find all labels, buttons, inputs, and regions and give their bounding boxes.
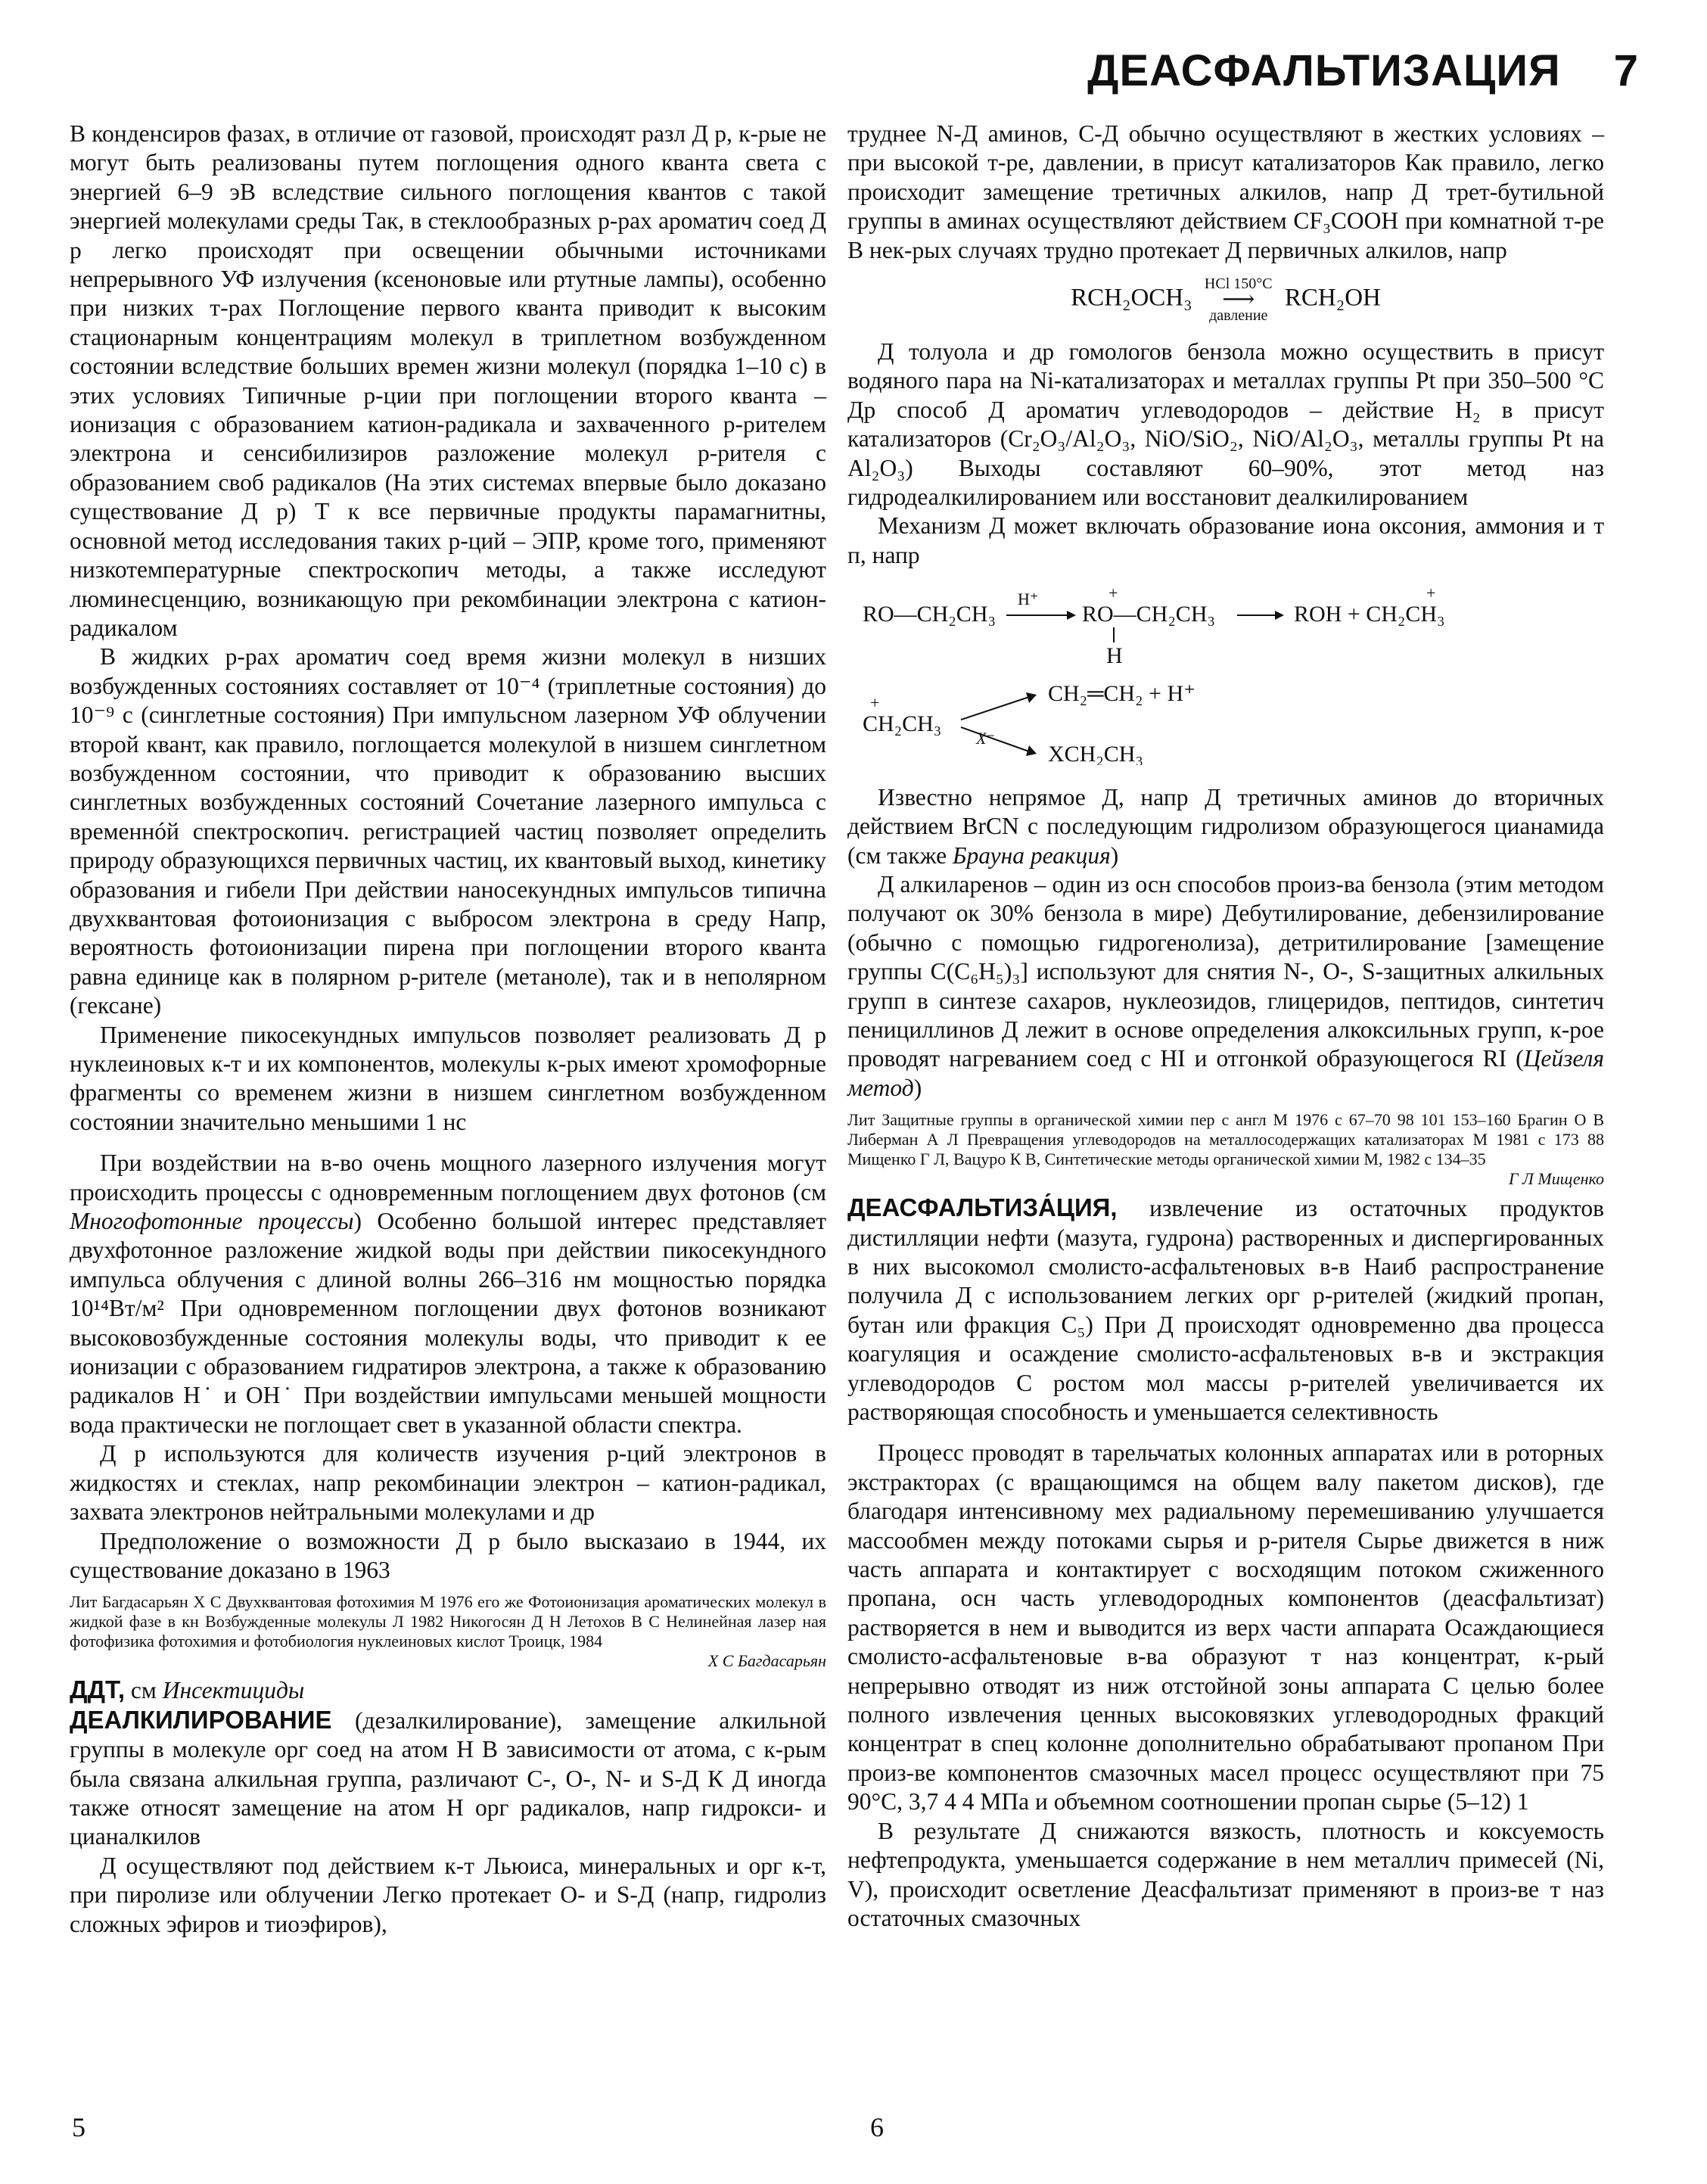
references-text: Лит Защитные группы в органической химии пер с англ М 1976 с 67–70 98 101 153–160 Брагин О В Либерман А Л Превращения углеводородов на металлосодержащих катализаторах М 1981 с 173 88 Мищенко Г Л, Вацуро К В, Синтетические методы органической химии М, 1982 с 134–35 (847, 1110, 1604, 1169)
arrowhead-icon (1275, 611, 1284, 620)
formula-product: RCH₂OH (1284, 284, 1381, 312)
text-fragment: При воздействии на в-во очень мощного лазерного излучения могут происходить процессы с одновременным поглощением двух фотонов (см (70, 1150, 826, 1206)
arrowhead-icon (1067, 611, 1076, 620)
scheme-catalyst: H⁺ (1018, 590, 1039, 609)
scheme-charge: + (870, 693, 880, 713)
paragraph: труднее N-Д аминов, C-Д обычно осуществляют в жестких условиях – при высокой т-ре, давлении, в присут катализаторов Как правило, легко происходит замещение третичных алкилов, напр Д трет-бутильной группы в аминах осуществляют действием CF₃COOH при комнатной т-ре В нек-рых случаях трудно протекает Д первичных алкилов, напр (847, 120, 1604, 263)
cross-reference[interactable]: Инсектициды (162, 1677, 305, 1704)
scheme-substitution-product: XCH₂CH₃ (1048, 742, 1143, 766)
entry-text: (дезалкилирование), замещение алкильной группы в молекуле орг соед на атом H В зависимости от атома, с к-рым была связана алкильная группа, различают C-, O-, N- и S-Д К Д иногда также относят замещение на атом H орг радикалов, напр гидрокси- и цианалкилов (70, 1706, 826, 1850)
page-number-right: 6 (870, 2112, 884, 2142)
paragraph: В жидких р-рах ароматич соед время жизни молекул в низших возбужденных состояниях составляет от 10⁻⁴ (триплетные состояния) до 10⁻⁹ с (синглетные состояния) При импульсном лазерном УФ облучении второй квант, как правило, поглощается молекулой в низшем синглетном возбужденном состоянии, что приводит к образованию высших синглетных возбужденных состояний Сочетание лазерного импульса с временнóй спектроскопич. регистрацией частиц позволяет определить природу образующихся первичных частиц, их квантовый выход, кинетику образования и гибели При действии наносекундных импульсов типична двухквантовая фотоионизация с выбросом электрона в среду Напр, вероятность фотоионизации пирена при поглощении второго кванта равна единице как в полярном р-рителе (метаноле), так и в неполярном (гексане) (70, 643, 826, 1019)
paragraph: Известно непрямое Д, напр Д третичных аминов до вторичных действием BrCN с последующим гидролизом образующегося цианамида (см также Брауна реакция) (847, 783, 1604, 869)
paragraph: Процесс проводят в тарельчатых колонных аппаратах или в роторных экстракторах (с вращающимся на общем валу пакетом дисков), где благодаря интенсивному мех радиальному перемешиванию улучшается массообмен между потоками сырья и р-рителя Сырье движется в ниж часть аппарата и контактирует с восходящим потоком сжиженного пропана, осн часть углеводородных компонентов (деасфальтизат) растворяется в нем и выводится из верх части аппарата Осаждающиеся смолисто-асфальтеновые в-ва образуют т наз концентрат, к-рый непрерывно отводят из ниж отстойной зоны аппарата С целью более полного извлечения ценных высоковязких углеводородных фракций концентрат в спец колонне дополнительно обрабатывают пропаном При произ-ве компонентов смазочных масел процесс осуществляют при 75 90°C, 3,7 4 4 МПа и объемном соотношении пропан сырье (5–12) 1 (847, 1439, 1604, 1815)
formula-condition: HCl 150°C (1204, 275, 1273, 293)
paragraph: Д осуществляют под действием к-т Льюиса, минеральных и орг к-т, при пиролизе или облучении Легко протекает O- и S-Д (напр, гидролиз сложных эфиров и тиоэфиров), (70, 1852, 826, 1937)
paragraph: Д р используются для количеств изучения р-ций электронов в жидкостях и стеклах, напр рекомбинации электрон – катион-радикал, захвата электронов нейтральными молекулами и др (70, 1440, 826, 1526)
formula-reactant: RCH₂OCH₃ (1071, 284, 1192, 312)
see-label: см (130, 1677, 157, 1704)
arrowhead-icon (1026, 745, 1037, 756)
left-column (70, 120, 826, 1939)
scheme-oxonium: RO—CH₂CH₃ (1082, 602, 1215, 627)
paragraph (70, 1149, 826, 1439)
reaction-formula (847, 275, 1604, 324)
cross-reference[interactable]: Цейзеля метод (847, 1045, 1604, 1101)
paragraph: Применение пикосекундных импульсов позволяет реализовать Д р нуклеиновых к-т и их компонентов, молекулы к-рых имеют хромофорные фрагменты со временем жизни в низшем синглетном возбужденном состоянии значительно меньшими 1 нс (70, 1021, 826, 1135)
cross-reference[interactable]: Многофотонные процессы (70, 1208, 354, 1235)
author-signature: Г Л Мищенко (1508, 1169, 1604, 1189)
scheme-nucleophile: X⁻ (976, 729, 996, 748)
entry-heading: ДДТ, (70, 1675, 126, 1704)
entry-dealkylation (70, 1706, 826, 1852)
page-number-left: 5 (72, 2112, 86, 2142)
text-fragment: ) Особенно большой интерес представляет двухфотонное разложение жидкой воды при действии пикосекундного импульса облучения с длиной волны 266–316 нм мощностью порядка 10¹⁴Вт/м² При одновременном поглощении двух фотонов возникают высоковозбужденные состояния молекулы воды, что приводит к ее ионизации с образованием гидратиров электрона, а также к образованию радикалов H˙ и OH˙ При воздействии импульсами меньшей мощности вода практически не поглощает свет в указанной области спектра. (70, 1208, 826, 1438)
scheme-proton: H (1106, 643, 1123, 669)
running-head-page: 7 (1613, 46, 1639, 95)
paragraph: Предположение о возможности Д р было высказаио в 1944, их существование доказано в 1963 (70, 1527, 826, 1583)
arrow-icon (961, 697, 1029, 720)
scheme-elimination-product: CH₂═CH₂ + H⁺ (1048, 681, 1196, 707)
scheme-charge: + (1108, 583, 1118, 603)
running-head-title: ДЕАСФАЛЬТИЗАЦИЯ (1087, 46, 1561, 95)
entry-deasphalting (847, 1193, 1604, 1426)
scheme-charge: + (1426, 583, 1436, 603)
paragraph: В результате Д снижаются вязкость, плотность и коксуемость нефтепродукта, уменьшается содержание в нем металлич примесей (Ni, V), происходит осветление Деасфальтизат применяют в произ-ве т наз остаточных смазочных (847, 1817, 1604, 1931)
references (847, 1110, 1604, 1189)
entry-ddt (70, 1675, 826, 1705)
scheme-reactant: RO—CH₂CH₃ (863, 602, 996, 627)
text-fragment: Д алкиларенов – один из осн способов произ-ва бензола (этим методом получают ок 30% бензола в мире) Дебутилирование, дебензилирование (обычно с помощью гидрогенолиза), детритилирование [замещение группы C(C₆H₅)₃] используют для снятия N-, O-, S-защитных алкильных групп в синтезе сахаров, нуклеозидов, глицеридов, пептидов, синтетич пенициллинов Д лежит в основе определения алкоксильных групп, к-рое проводят нагреванием соед с HI и отгонкой образующегося RI ( (847, 870, 1604, 1072)
text-fragment: Известно непрямое Д, напр Д третичных аминов до вторичных действием BrCN с последующим гидролизом образующегося цианамида (см также (847, 783, 1604, 869)
references-text: Лит Багдасарьян Х С Двухквантовая фотохимия М 1976 его же Фотоионизация ароматических молекул в жидкой фазе в кн Возбужденные молекулы Л 1982 Никогосян Д Н Летохов В С Нелинейная лазер ная фотофизика фотохимия и фотобиология нуклеиновых кислот Троицк, 1984 (70, 1592, 826, 1651)
scheme-cation: CH₂CH₃ (863, 711, 942, 737)
paragraph: В конденсиров фазах, в отличие от газовой, происходят разл Д р, к-рые не могут быть реализованы путем поглощения одного кванта света с энергией 6–9 эВ вследствие сильного поглощения квантов с такой энергией молекулами среды Так, в стеклообразных р-рах ароматич соед Д р легко происходят при освещении обычными источниками непрерывного УФ излучения (ксеноновые или ртутные лампы), особенно при низких т-рах Поглощение первого кванта приводит к высоким стационарным концентрациям молекул в триплетном возбужденном состоянии вследствие больших времен жизни молекул (порядка 1–10 с) в этих условиях Типичные р-ции при поглощении второго кванта – ионизация с образованием катион-радикала и захваченного р-рителем электрона и сенсибилизиров разложение молекул р-рителя с образованием своб радикалов (На этих системах впервые было доказано существование Д р) Т к все первичные продукты парамагнитны, основной метод исследования таких р-ций – ЭПР, кроме того, применяют низкотемпературные спектроскопич методы, а также исследуют люминесценцию, возникающую при рекомбинации электрона с катион-радикалом (70, 120, 826, 641)
references (70, 1592, 826, 1671)
paragraph: Механизм Д может включать образование иона оксония, аммония и т п, напр (847, 512, 1604, 568)
scheme-products: ROH + CH₂CH₃ (1294, 602, 1445, 627)
formula-condition: давление (1209, 307, 1268, 325)
arrowhead-icon (1026, 692, 1037, 703)
author-signature: Х С Багдасарьян (707, 1651, 826, 1671)
entry-text: извлечение из остаточных продуктов дистилляции нефти (мазута, гудрона) растворенных и диспергированных в них высокомол смолисто-асфальтеновых в-в Наиб распространение получила Д с использованием легких орг р-рителей (жидкий пропан, бутан или фракция C₅) При Д происходят одновременно два процесса коагуляция и осаждение смолисто-асфальтеновых в-в и экстракция углеводородов С ростом мол массы р-рителей увеличивается их растворяющая способность и уменьшается селективность (847, 1195, 1604, 1425)
right-column (847, 120, 1604, 1933)
arrow-icon: ⟶ (1222, 287, 1255, 313)
cross-reference[interactable]: Брауна реакция (952, 842, 1111, 869)
running-head (1087, 45, 1639, 96)
paragraph: Д алкиларенов – один из осн способов произ-ва бензола (этим методом получают ок 30% бензола в мире) Дебутилирование, дебензилирование (обычно с помощью гидрогенолиза), детритилирование [замещение группы C(C₆H₅)₃] используют для снятия N-, O-, S-защитных алкильных групп в синтезе сахаров, нуклеозидов, глицеридов, пептидов, синтетич пенициллинов Д лежит в основе определения алкоксильных групп, к-рое проводят нагреванием соед с HI и отгонкой образующегося RI (Цейзеля метод) (847, 870, 1604, 1101)
paragraph: Д толуола и др гомологов бензола можно осуществить в присут водяного пара на Ni-катализаторах и металлах группы Pt при 350–500 °C Др способ Д ароматич углеводородов – действие H₂ в присут катализаторов (Cr₂O₃/Al₂O₃, NiO/SiO₂, NiO/Al₂O₃, металлы группы Pt на Al₂O₃) Выходы составляют 60–90%, этот метод наз гидродеалкилированием или восстановит деалкилированием (847, 338, 1604, 511)
entry-heading: ДЕАЛКИЛИРОВАНИЕ (70, 1705, 332, 1734)
formula-arrow (1205, 275, 1273, 324)
entry-heading: ДЕАСФАЛЬТИЗА́ЦИЯ, (847, 1193, 1118, 1222)
mechanism-scheme (847, 576, 1604, 765)
